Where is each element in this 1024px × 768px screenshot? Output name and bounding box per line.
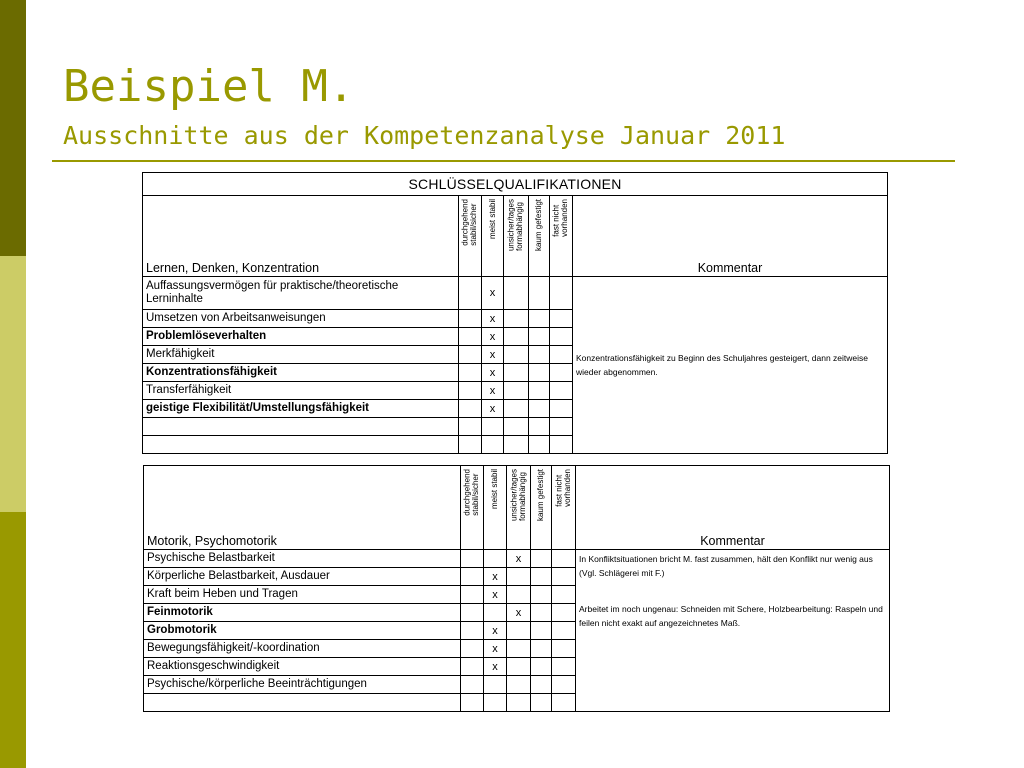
rating-cell bbox=[550, 346, 573, 364]
rating-cell bbox=[507, 622, 531, 640]
comment-cell: Konzentrationsfähigkeit zu Beginn des Schuljahres gesteigert, dann zeitweise wieder abgenommen. bbox=[573, 277, 888, 454]
column-header bbox=[482, 196, 504, 277]
rating-cell bbox=[507, 658, 531, 676]
column-header-label: fast nicht vorhanden bbox=[551, 199, 569, 237]
rating-cell bbox=[484, 676, 507, 694]
row-label: Konzentrationsfähigkeit bbox=[143, 364, 459, 382]
comment-cell bbox=[576, 550, 890, 712]
row-label: Reaktionsgeschwindigkeit bbox=[144, 658, 461, 676]
row-label: Umsetzen von Arbeitsanweisungen bbox=[143, 310, 459, 328]
rating-cell: x bbox=[484, 568, 507, 586]
rating-cell bbox=[504, 328, 529, 346]
rating-cell bbox=[482, 418, 504, 436]
rating-cell bbox=[550, 418, 573, 436]
column-header-label: durchgehend stabil/sicher bbox=[460, 199, 478, 246]
sidebar-segment-top bbox=[0, 0, 26, 256]
table-row bbox=[143, 277, 888, 310]
row-label: Grobmotorik bbox=[144, 622, 461, 640]
column-header-label: kaum gefestigt bbox=[533, 199, 543, 252]
column-header-label: unsicher/tages formabhängig bbox=[509, 469, 527, 522]
column-header-label: durchgehend stabil/sicher bbox=[462, 469, 480, 516]
rating-cell bbox=[529, 400, 550, 418]
rating-cell bbox=[484, 694, 507, 712]
comment-text: Arbeitet im noch ungenau: Schneiden mit Schere, Holzbearbeitung: Raspeln und feilen nicht exakt auf angezeichnetes Maß. bbox=[579, 604, 883, 628]
column-header bbox=[550, 196, 573, 277]
row-label: Psychische Belastbarkeit bbox=[144, 550, 461, 568]
rating-cell bbox=[504, 310, 529, 328]
rating-cell bbox=[550, 436, 573, 454]
row-label: Problemlöseverhalten bbox=[143, 328, 459, 346]
rating-cell bbox=[529, 418, 550, 436]
row-label: Auffassungsvermögen für praktische/theoretische Lerninhalte bbox=[143, 277, 459, 310]
rating-cell bbox=[459, 436, 482, 454]
rating-cell bbox=[552, 604, 576, 622]
sidebar-segment-bottom bbox=[0, 512, 26, 768]
rating-cell bbox=[550, 328, 573, 346]
rating-cell bbox=[461, 640, 484, 658]
rating-cell bbox=[504, 364, 529, 382]
rating-cell bbox=[531, 658, 552, 676]
rating-cell bbox=[531, 604, 552, 622]
rating-cell bbox=[531, 622, 552, 640]
row-label: Bewegungsfähigkeit/-koordination bbox=[144, 640, 461, 658]
sidebar-segment-middle bbox=[0, 256, 26, 512]
table-row bbox=[144, 550, 890, 568]
rating-cell bbox=[531, 694, 552, 712]
column-header-label: fast nicht vorhanden bbox=[554, 469, 572, 507]
rating-cell bbox=[459, 364, 482, 382]
slide-title: Beispiel M. bbox=[63, 61, 355, 112]
column-header bbox=[484, 466, 507, 550]
rating-cell bbox=[552, 658, 576, 676]
rating-cell: x bbox=[482, 310, 504, 328]
rating-cell bbox=[529, 310, 550, 328]
rating-cell bbox=[552, 640, 576, 658]
rating-cell: x bbox=[484, 586, 507, 604]
column-header bbox=[531, 466, 552, 550]
row-label: Körperliche Belastbarkeit, Ausdauer bbox=[144, 568, 461, 586]
rating-cell bbox=[504, 436, 529, 454]
column-header bbox=[461, 466, 484, 550]
rating-cell bbox=[504, 277, 529, 310]
rating-cell bbox=[459, 310, 482, 328]
rating-cell: x bbox=[482, 382, 504, 400]
table-caption: SCHLÜSSELQUALIFIKATIONEN bbox=[143, 173, 888, 196]
rating-cell: x bbox=[482, 346, 504, 364]
rating-cell bbox=[484, 604, 507, 622]
rating-cell: x bbox=[484, 622, 507, 640]
rating-cell bbox=[550, 277, 573, 310]
rating-cell: x bbox=[482, 400, 504, 418]
rating-cell bbox=[552, 586, 576, 604]
rating-cell bbox=[461, 550, 484, 568]
rating-cell: x bbox=[507, 550, 531, 568]
column-header bbox=[459, 196, 482, 277]
rating-cell: x bbox=[482, 364, 504, 382]
column-header bbox=[529, 196, 550, 277]
column-header bbox=[504, 196, 529, 277]
rating-cell bbox=[504, 418, 529, 436]
row-label: geistige Flexibilität/Umstellungsfähigkeit bbox=[143, 400, 459, 418]
rating-cell bbox=[484, 550, 507, 568]
rating-cell bbox=[550, 310, 573, 328]
rating-cell: x bbox=[484, 640, 507, 658]
rating-cell bbox=[552, 568, 576, 586]
section-title: Lernen, Denken, Konzentration bbox=[143, 196, 459, 277]
rating-cell: x bbox=[507, 604, 531, 622]
rating-cell bbox=[531, 586, 552, 604]
rating-cell bbox=[507, 676, 531, 694]
rating-cell bbox=[459, 382, 482, 400]
rating-cell bbox=[504, 346, 529, 364]
comment-header: Kommentar bbox=[576, 466, 890, 550]
rating-cell bbox=[531, 676, 552, 694]
rating-cell bbox=[507, 694, 531, 712]
rating-cell bbox=[482, 436, 504, 454]
rating-cell bbox=[529, 328, 550, 346]
rating-cell bbox=[507, 568, 531, 586]
rating-cell bbox=[461, 658, 484, 676]
rating-cell bbox=[529, 277, 550, 310]
rating-cell: x bbox=[482, 277, 504, 310]
column-header-label: meist stabil bbox=[487, 199, 497, 240]
rating-cell bbox=[552, 694, 576, 712]
row-label: Transferfähigkeit bbox=[143, 382, 459, 400]
rating-cell bbox=[461, 676, 484, 694]
rating-cell bbox=[459, 328, 482, 346]
rating-cell bbox=[504, 400, 529, 418]
rating-cell bbox=[507, 640, 531, 658]
column-header-label: meist stabil bbox=[489, 469, 499, 510]
rating-cell: x bbox=[482, 328, 504, 346]
rating-cell bbox=[529, 364, 550, 382]
row-label: Kraft beim Heben und Tragen bbox=[144, 586, 461, 604]
comment-text: In Konfliktsituationen bricht M. fast zusammen, hält den Konflikt nur wenig aus (Vgl. Schlägerei mit F.) bbox=[579, 554, 873, 578]
section-title: Motorik, Psychomotorik bbox=[144, 466, 461, 550]
row-label bbox=[144, 694, 461, 712]
comment-spacer bbox=[579, 580, 886, 602]
rating-cell: x bbox=[484, 658, 507, 676]
rating-cell bbox=[461, 586, 484, 604]
row-label: Psychische/körperliche Beeinträchtigungen bbox=[144, 676, 461, 694]
rating-cell bbox=[461, 622, 484, 640]
row-label bbox=[143, 418, 459, 436]
rating-cell bbox=[461, 604, 484, 622]
rating-cell bbox=[550, 364, 573, 382]
rating-cell bbox=[529, 346, 550, 364]
rating-cell bbox=[550, 382, 573, 400]
rating-cell bbox=[531, 640, 552, 658]
column-header-label: unsicher/tages formabhängig bbox=[506, 199, 524, 252]
slide-subtitle: Ausschnitte aus der Kompetenzanalyse Januar 2011 bbox=[63, 121, 786, 150]
rating-cell bbox=[552, 676, 576, 694]
column-header-label: kaum gefestigt bbox=[535, 469, 545, 522]
comment-header: Kommentar bbox=[573, 196, 888, 277]
column-header bbox=[507, 466, 531, 550]
rating-cell bbox=[504, 382, 529, 400]
rating-cell bbox=[529, 436, 550, 454]
row-label: Merkfähigkeit bbox=[143, 346, 459, 364]
column-header bbox=[552, 466, 576, 550]
title-divider bbox=[52, 160, 955, 162]
rating-cell bbox=[531, 550, 552, 568]
row-label: Feinmotorik bbox=[144, 604, 461, 622]
rating-cell bbox=[459, 400, 482, 418]
competency-table-motor bbox=[143, 465, 890, 712]
rating-cell bbox=[552, 550, 576, 568]
sidebar-decoration bbox=[0, 0, 26, 768]
rating-cell bbox=[531, 568, 552, 586]
rating-cell bbox=[529, 382, 550, 400]
rating-cell bbox=[459, 346, 482, 364]
rating-cell bbox=[552, 622, 576, 640]
row-label bbox=[143, 436, 459, 454]
rating-cell bbox=[459, 277, 482, 310]
rating-cell bbox=[550, 400, 573, 418]
rating-cell bbox=[461, 568, 484, 586]
rating-cell bbox=[461, 694, 484, 712]
rating-cell bbox=[459, 418, 482, 436]
rating-cell bbox=[507, 586, 531, 604]
competency-table-learning bbox=[142, 172, 888, 454]
